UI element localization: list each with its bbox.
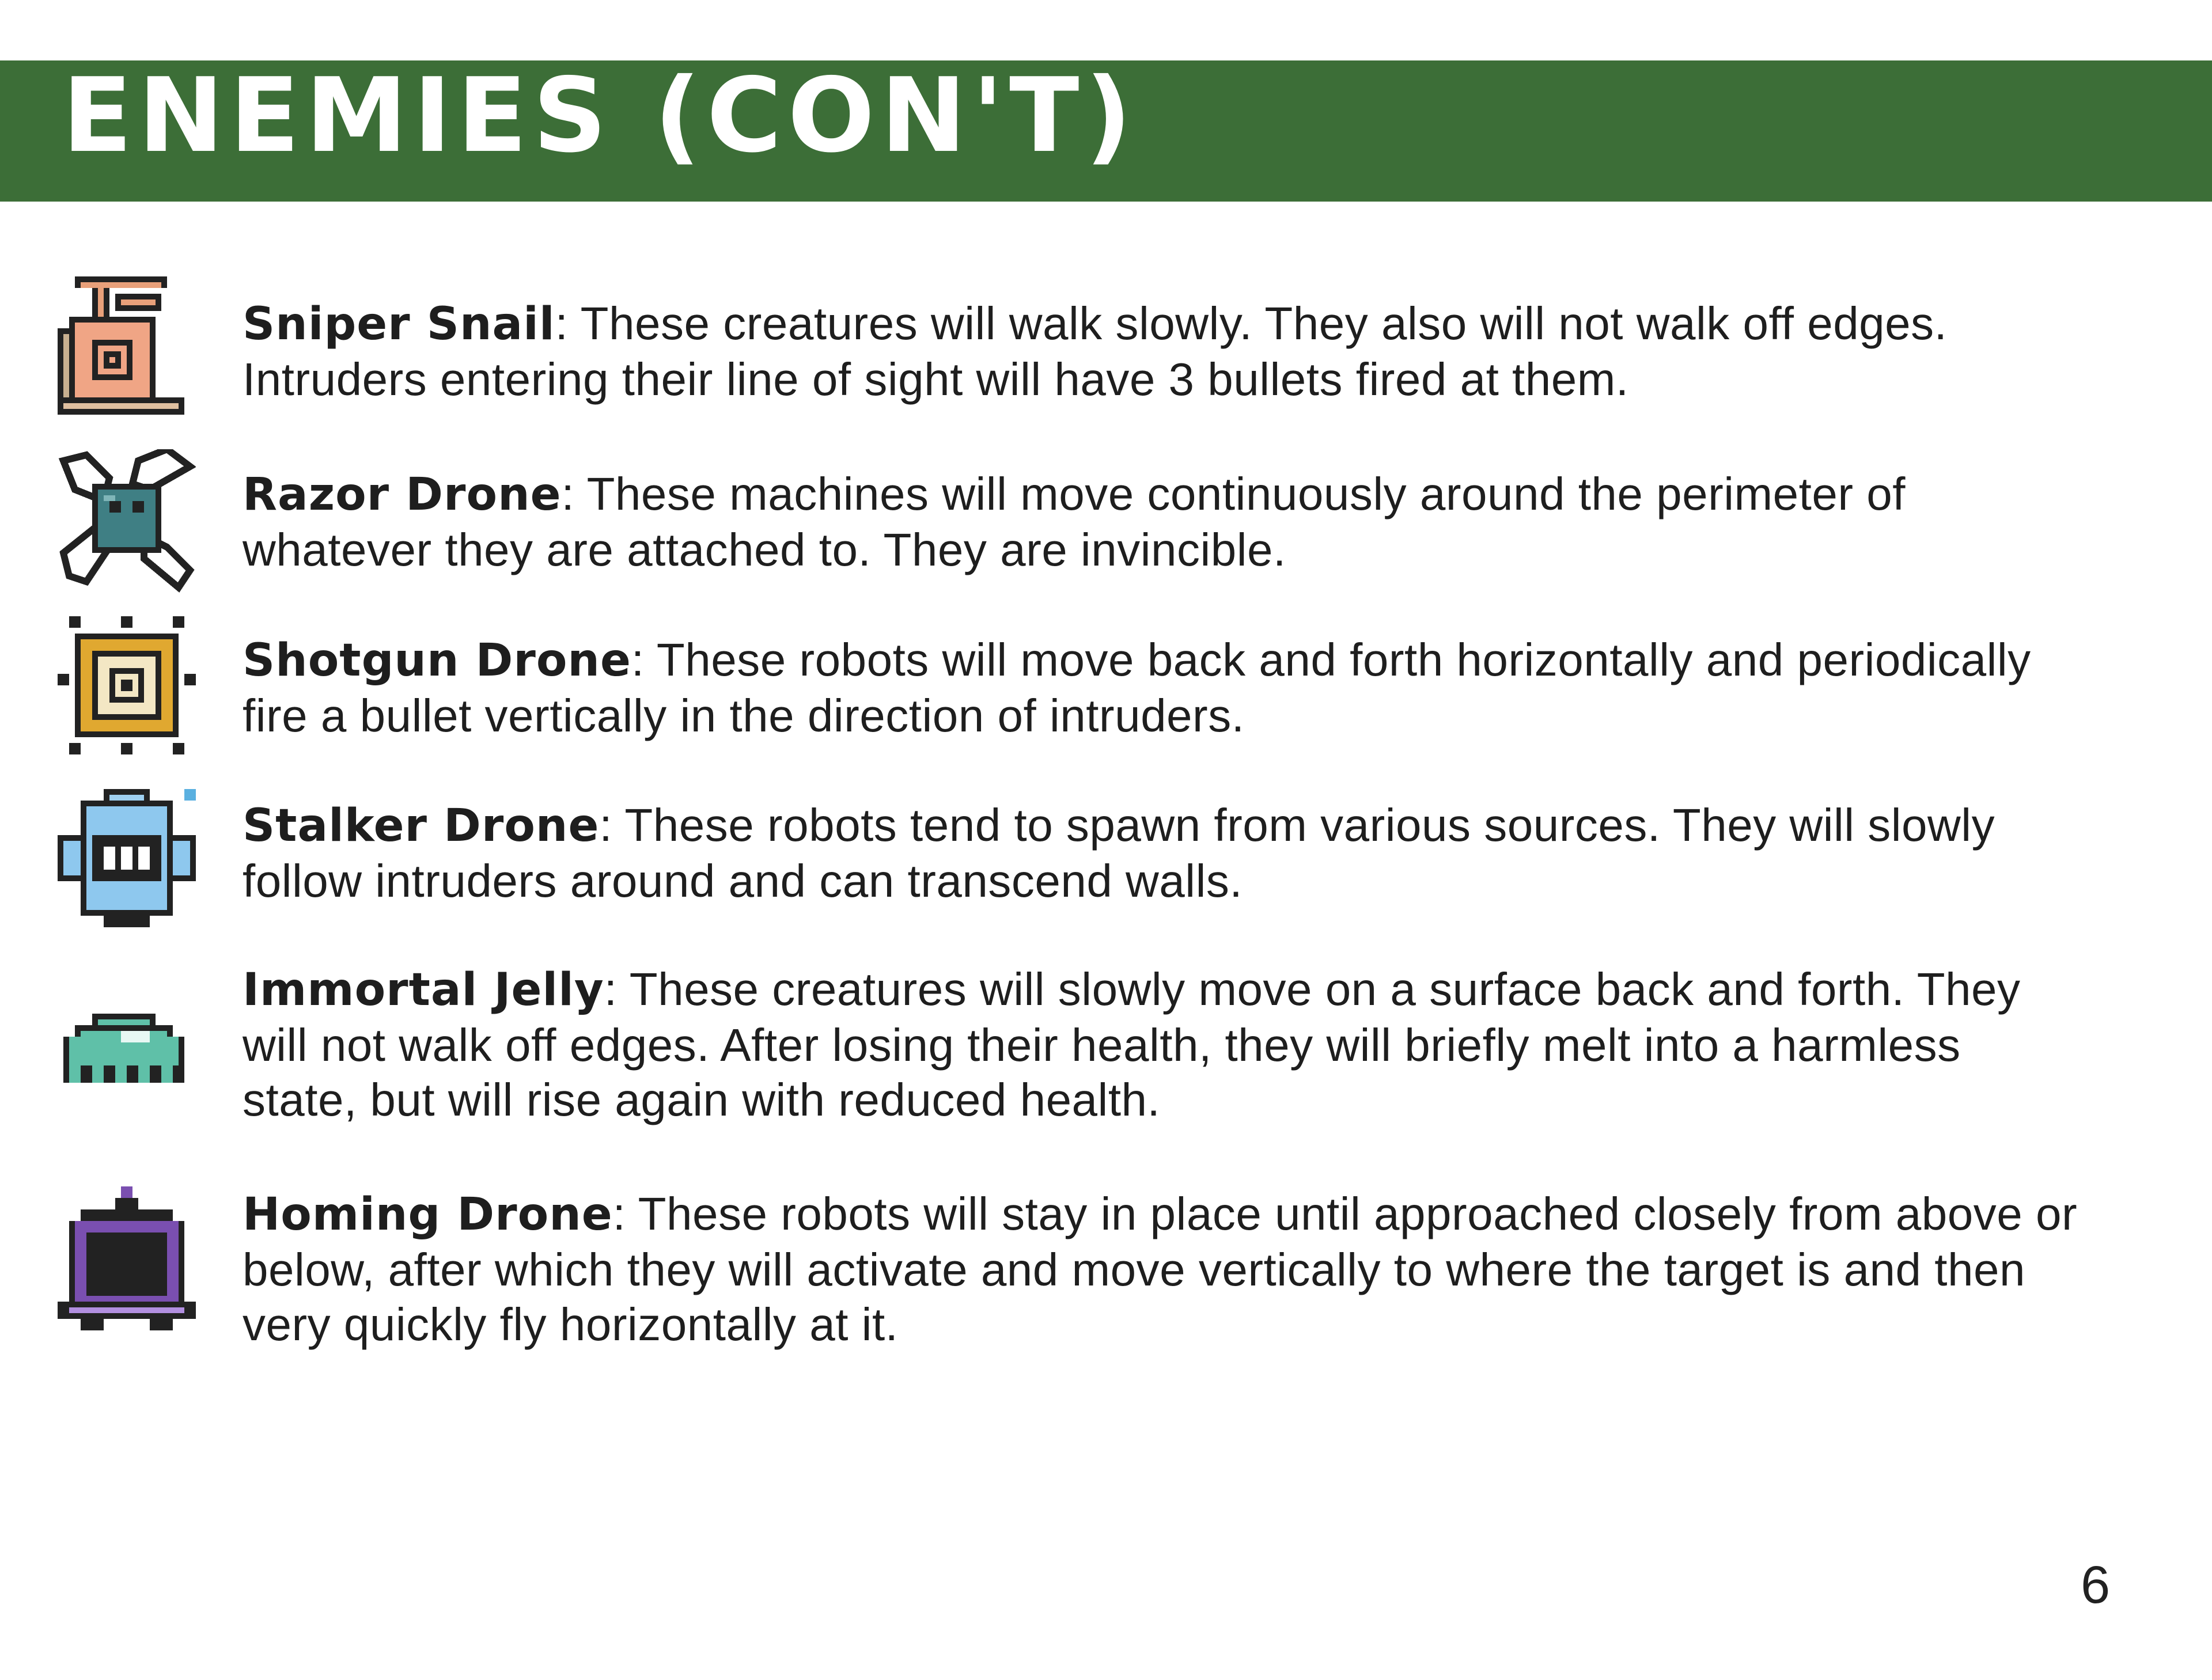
stalker-drone-icon (58, 789, 196, 927)
enemy-text: These robots will stay in place until approached closely from above or below, after which they will activate and move vertically to where the target is and then very quickly fly horizontally at it. (243, 1188, 2078, 1350)
enemy-separator: : (599, 799, 625, 851)
enemy-name: Shotgun Drone (243, 635, 631, 687)
enemy-text: These robots will move back and forth horizontally and periodically fire a bullet vertically in the direction of intruders. (243, 634, 2031, 741)
razor-drone-icon (58, 449, 196, 593)
enemy-description (243, 467, 2086, 577)
enemy-separator: : (604, 964, 630, 1015)
enemy-description (243, 962, 2086, 1127)
enemy-text: These creatures will slowly move on a surface back and forth. They will not walk off edges. After losing their health, they will briefly melt into a harmless state, but will rise again with reduced health. (243, 964, 2021, 1125)
enemy-name: Immortal Jelly (243, 964, 604, 1016)
enemy-separator: : (612, 1188, 638, 1239)
page-title: ENEMIES (CON'T) (62, 56, 1138, 175)
enemy-text: These creatures will walk slowly. They also will not walk off edges. Intruders entering their line of sight will have 3 bullets fired at them. (243, 298, 1948, 405)
enemy-name: Sniper Snail (243, 298, 555, 350)
enemy-description (243, 296, 2086, 407)
page-number: 6 (2081, 1556, 2111, 1614)
enemy-name: Homing Drone (243, 1189, 613, 1241)
enemy-separator: : (631, 634, 657, 685)
enemy-text: These machines will move continuously around the perimeter of whatever they are attached to. They are invincible. (243, 468, 1906, 575)
homing-drone-icon (58, 1186, 196, 1336)
enemy-description (243, 632, 2086, 743)
enemy-name: Razor Drone (243, 469, 562, 521)
sniper-snail-icon (58, 276, 190, 420)
enemy-separator: : (555, 298, 581, 349)
immortal-jelly-icon (58, 1014, 190, 1083)
enemy-separator: : (561, 468, 587, 519)
enemy-description (243, 1186, 2086, 1352)
enemy-text: These robots tend to spawn from various sources. They will slowly follow intruders around and can transcend walls. (243, 799, 1995, 907)
enemy-description (243, 798, 2086, 908)
shotgun-drone-icon (58, 616, 196, 754)
enemy-name: Stalker Drone (243, 800, 600, 852)
